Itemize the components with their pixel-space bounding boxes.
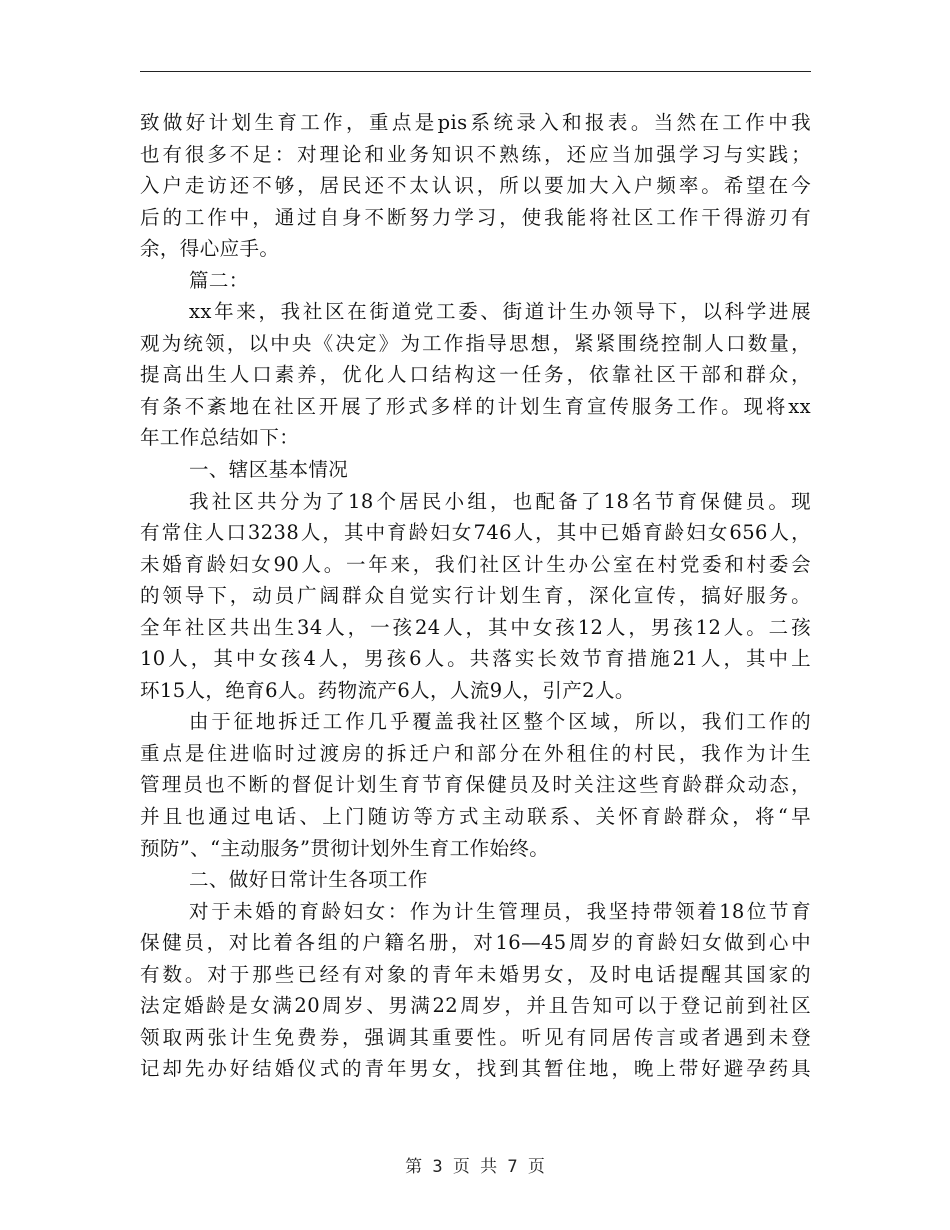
text-line: 环15人，绝育6人。药物流产6人，人流9人，引产2人。 — [140, 678, 635, 702]
text-line: 余，得心应手。 — [140, 237, 280, 261]
text-line: 预防”、“主动服务”贯彻计划外生育工作始终。 — [140, 836, 550, 860]
text-line: 未婚育龄妇女90人。一年来，我们社区计生办公室在村党委和村委会 — [140, 552, 811, 576]
text-line: 一、辖区基本情况 — [189, 458, 349, 482]
text-line: 观为统领，以中央《决定》为工作指导思想，紧紧围绕控制人口数量， — [140, 331, 811, 355]
text-line: 并且也通过电话、上门随访等方式主动联系、关怀育龄群众，将“早 — [140, 805, 811, 829]
text-line: 提高出生人口素养，优化人口结构这一任务，依靠社区干部和群众， — [140, 363, 811, 387]
text-line: 10人，其中女孩4人，男孩6人。共落实长效节育措施21人，其中上 — [140, 647, 811, 671]
text-line: 重点是住进临时过渡房的拆迁户和部分在外租住的村民，我作为计生 — [140, 741, 811, 765]
text-line: 后的工作中，通过自身不断努力学习，使我能将社区工作干得游刃有 — [140, 205, 811, 229]
text-line: 法定婚龄是女满20周岁、男满22周岁，并且告知可以于登记前到社区 — [140, 994, 811, 1018]
text-line: 保健员，对比着各组的户籍名册，对16—45周岁的育龄妇女做到心中 — [140, 931, 811, 955]
text-line: 领取两张计生免费券，强调其重要性。听见有同居传言或者遇到未登 — [140, 1025, 811, 1049]
text-line: 的领导下，动员广阔群众自觉实行计划生育，深化宣传，搞好服务。 — [140, 584, 811, 608]
text-line: 有数。对于那些已经有对象的青年未婚男女，及时电话提醒其国家的 — [140, 962, 811, 986]
text-line: 全年社区共出生34人，一孩24人，其中女孩12人，男孩12人。二孩 — [140, 615, 811, 639]
text-line: 也有很多不足：对理论和业务知识不熟练，还应当加强学习与实践； — [140, 142, 811, 166]
text-line: 篇二： — [189, 268, 249, 292]
text-line: 由于征地拆迁工作几乎覆盖我社区整个区域，所以，我们工作的 — [189, 710, 811, 734]
text-line: 致做好计划生育工作，重点是pis系统录入和报表。当然在工作中我 — [140, 111, 811, 134]
text-line: 二、做好日常计生各项工作 — [189, 868, 428, 892]
text-line: 年工作总结如下： — [140, 426, 300, 450]
text-line: 入户走访还不够，居民还不太认识，所以要加大入户频率。希望在今 — [140, 174, 811, 198]
text-line: 记却先办好结婚仪式的青年男女，找到其暂住地，晚上带好避孕药具 — [140, 1057, 811, 1081]
text-line: 对于未婚的育龄妇女：作为计生管理员，我坚持带领着18位节育 — [189, 899, 811, 923]
text-line: xx年来，我社区在街道党工委、街道计生办领导下，以科学进展 — [189, 300, 811, 324]
text-line: 有常住人口3238人，其中育龄妇女746人，其中已婚育龄妇女656人， — [140, 521, 811, 545]
document-body — [140, 107, 811, 1085]
text-line: 有条不紊地在社区开展了形式多样的计划生育宣传服务工作。现将xx — [140, 394, 811, 418]
text-line: 管理员也不断的督促计划生育节育保健员及时关注这些育龄群众动态， — [140, 773, 811, 797]
header-rule — [140, 71, 811, 72]
text-line: 我社区共分为了18个居民小组，也配备了18名节育保健员。现 — [189, 489, 811, 513]
page-number: 第 3 页 共 7 页 — [405, 1157, 545, 1177]
